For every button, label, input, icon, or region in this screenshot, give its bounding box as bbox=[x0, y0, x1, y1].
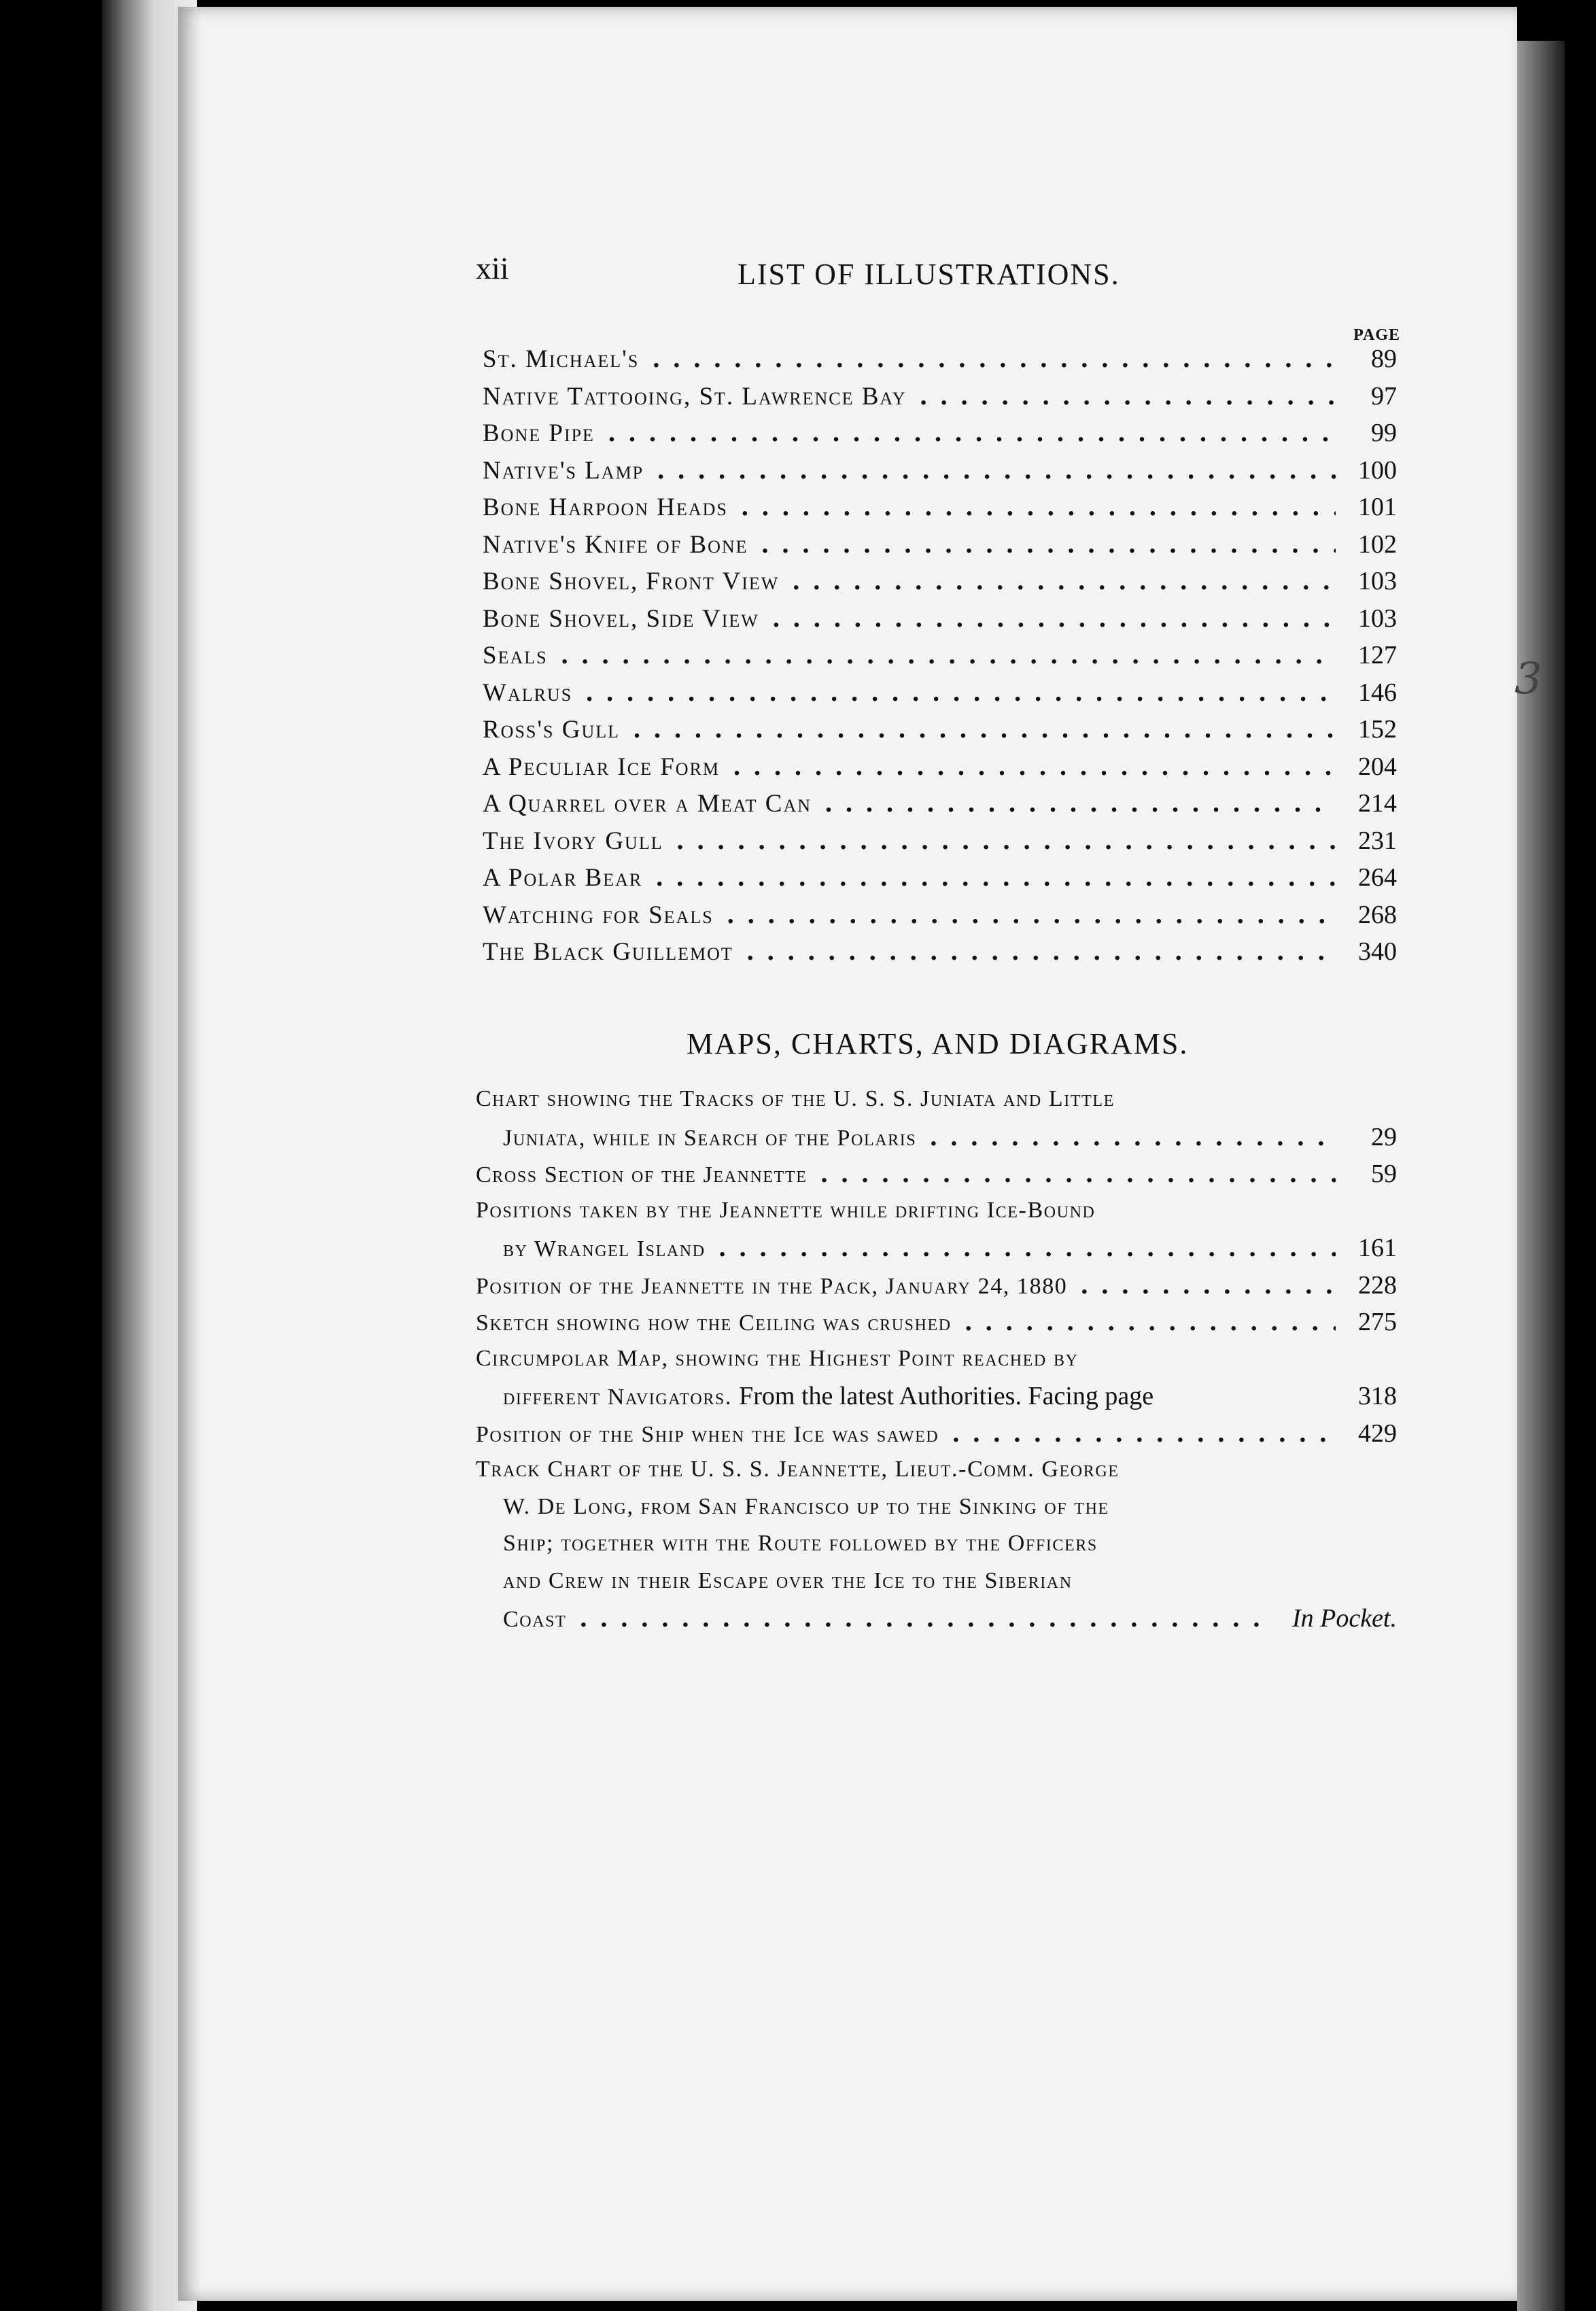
dot-leader bbox=[627, 710, 1336, 749]
list-item-line bbox=[476, 1340, 1397, 1378]
running-header bbox=[476, 238, 1400, 292]
entry-title: Walrus bbox=[483, 678, 573, 707]
list-item-line bbox=[476, 1192, 1397, 1230]
entry-title: A Peculiar Ice Form bbox=[483, 752, 721, 781]
entry-page: 231 bbox=[1358, 826, 1397, 855]
entry-title: Bone Shovel, Side View bbox=[483, 604, 759, 633]
list-item bbox=[483, 748, 1397, 785]
entry-page: 318 bbox=[1358, 1382, 1397, 1410]
entry-title: Cross Section of the Jeannette bbox=[476, 1162, 808, 1187]
entry-page: 340 bbox=[1358, 937, 1397, 966]
list-item bbox=[483, 488, 1397, 525]
dot-leader bbox=[818, 784, 1336, 823]
illustrations-list bbox=[483, 340, 1397, 970]
entry-title-cont: and Crew in their Escape over the Ice to the Siberian bbox=[503, 1567, 1073, 1593]
list-item bbox=[476, 1266, 1397, 1304]
dot-leader bbox=[946, 1414, 1336, 1454]
entry-title: Ross's Gull bbox=[483, 716, 621, 744]
entry-page: 103 bbox=[1358, 567, 1397, 595]
list-item bbox=[483, 896, 1397, 933]
entry-title: Watching for Seals bbox=[483, 901, 714, 929]
dot-leader bbox=[602, 414, 1336, 453]
list-item bbox=[476, 1155, 1397, 1192]
list-item bbox=[483, 451, 1397, 489]
list-item bbox=[476, 1414, 1397, 1452]
list-item bbox=[483, 340, 1397, 377]
entry-page: 102 bbox=[1358, 529, 1397, 559]
dot-leader bbox=[650, 451, 1336, 490]
dot-leader bbox=[766, 600, 1336, 638]
list-item bbox=[483, 710, 1397, 748]
dot-leader bbox=[1074, 1266, 1336, 1306]
dot-leader bbox=[721, 896, 1336, 935]
entry-page: 101 bbox=[1358, 493, 1397, 521]
list-item bbox=[483, 525, 1397, 563]
entry-title-cont: by Wrangel Island bbox=[503, 1236, 706, 1262]
entry-page: 103 bbox=[1358, 604, 1397, 633]
entry-page: 214 bbox=[1358, 789, 1397, 818]
dot-leader bbox=[712, 1229, 1336, 1268]
list-item bbox=[483, 858, 1397, 896]
entry-title: Bone Pipe bbox=[483, 419, 595, 447]
entry-page: 97 bbox=[1371, 381, 1397, 411]
entry-title: Position of the Ship when the Ice was sawed bbox=[476, 1421, 939, 1447]
page-edge-shadow bbox=[1517, 41, 1565, 2311]
entry-page: 152 bbox=[1358, 715, 1397, 744]
entry-page: 146 bbox=[1358, 678, 1397, 707]
entry-title: Native's Knife of Bone bbox=[483, 530, 748, 559]
dot-leader bbox=[670, 822, 1336, 861]
dot-leader bbox=[740, 933, 1336, 971]
entry-title: St. Michael's bbox=[483, 345, 640, 373]
dot-leader bbox=[646, 340, 1336, 379]
list-item bbox=[483, 933, 1397, 970]
dot-leader bbox=[755, 525, 1336, 564]
list-item-line bbox=[476, 1377, 1397, 1414]
entry-title: Native's Lamp bbox=[483, 456, 644, 485]
entry-page: 100 bbox=[1358, 455, 1397, 485]
dot-leader bbox=[727, 748, 1336, 786]
entry-page: 161 bbox=[1358, 1234, 1397, 1262]
entry-page: 268 bbox=[1358, 900, 1397, 929]
dot-leader bbox=[579, 674, 1336, 712]
list-item-line bbox=[476, 1229, 1397, 1266]
entry-page: In Pocket. bbox=[1291, 1604, 1397, 1633]
dot-leader bbox=[958, 1303, 1336, 1342]
page-column-label: PAGE bbox=[1353, 326, 1400, 344]
page-number: xii bbox=[476, 251, 509, 285]
entry-title-cont: Ship; together with the Route followed by the Officers bbox=[503, 1531, 1098, 1556]
entry-page: 228 bbox=[1358, 1270, 1397, 1300]
dot-leader bbox=[923, 1118, 1336, 1158]
list-item bbox=[483, 674, 1397, 711]
entry-page: 204 bbox=[1358, 752, 1397, 781]
dot-leader bbox=[735, 488, 1336, 527]
entry-note: From the latest Authorities. Facing page bbox=[739, 1382, 1154, 1410]
entry-title: Bone Harpoon Heads bbox=[483, 493, 728, 521]
entry-page: 264 bbox=[1358, 863, 1397, 892]
entry-page: 59 bbox=[1371, 1160, 1397, 1188]
dot-leader bbox=[786, 562, 1336, 601]
list-item bbox=[483, 784, 1397, 822]
list-item bbox=[483, 600, 1397, 637]
list-item-line bbox=[476, 1599, 1397, 1637]
entry-title-cont: Coast bbox=[503, 1607, 567, 1632]
dot-leader bbox=[573, 1599, 1261, 1639]
entry-title: Track Chart of the U. S. S. Jeannette, Lieut.-Comm. George bbox=[476, 1457, 1120, 1482]
list-item-line bbox=[476, 1118, 1397, 1156]
list-item bbox=[476, 1303, 1397, 1340]
list-item bbox=[483, 377, 1397, 415]
dot-leader bbox=[649, 858, 1336, 897]
running-title: LIST OF ILLUSTRATIONS. bbox=[738, 258, 1120, 291]
entry-title: The Ivory Gull bbox=[483, 827, 663, 855]
entry-page: 429 bbox=[1358, 1419, 1397, 1448]
dot-leader bbox=[555, 636, 1336, 675]
list-item bbox=[483, 414, 1397, 451]
entry-title: Bone Shovel, Front View bbox=[483, 568, 780, 595]
entry-title-cont: Juniata, while in Search of the Polaris bbox=[503, 1125, 917, 1151]
entry-page: 275 bbox=[1358, 1308, 1397, 1336]
entry-title: Sketch showing how the Ceiling was crushed bbox=[476, 1310, 952, 1336]
entry-title: Circumpolar Map, showing the Highest Point reached by bbox=[476, 1345, 1079, 1371]
entry-title: Positions taken by the Jeannette while drifting Ice-Bound bbox=[476, 1197, 1096, 1223]
dot-leader bbox=[814, 1155, 1336, 1194]
entry-page: 29 bbox=[1371, 1122, 1397, 1151]
section-heading: MAPS, CHARTS, AND DIAGRAMS. bbox=[687, 1027, 1189, 1060]
entry-title: Native Tattooing, St. Lawrence Bay bbox=[483, 382, 907, 411]
list-item bbox=[483, 562, 1397, 600]
entry-title: The Black Guillemot bbox=[483, 938, 733, 966]
maps-list bbox=[476, 1081, 1397, 1637]
list-item-line bbox=[476, 1489, 1397, 1526]
entry-page: 99 bbox=[1371, 419, 1397, 447]
list-item-line bbox=[476, 1451, 1397, 1489]
list-item-line bbox=[476, 1525, 1397, 1563]
entry-title: Seals bbox=[483, 642, 548, 670]
entry-title: Position of the Jeannette in the Pack, January 24, 1880 bbox=[476, 1273, 1068, 1299]
dot-leader bbox=[914, 377, 1336, 416]
margin-pencil-mark: 3 bbox=[1514, 654, 1542, 704]
entry-title: Chart showing the Tracks of the U. S. S. Juniata and Little bbox=[476, 1086, 1115, 1111]
entry-page: 89 bbox=[1371, 345, 1397, 373]
entry-title: A Polar Bear bbox=[483, 864, 643, 892]
entry-title: A Quarrel over a Meat Can bbox=[483, 790, 812, 818]
entry-title-cont: W. De Long, from San Francisco up to the Sinking of the bbox=[503, 1493, 1109, 1519]
list-item-line bbox=[476, 1563, 1397, 1600]
list-item-line bbox=[476, 1081, 1397, 1118]
entry-page: 127 bbox=[1358, 641, 1397, 670]
list-item bbox=[483, 636, 1397, 674]
list-item bbox=[483, 822, 1397, 859]
entry-title-cont: different Navigators. bbox=[503, 1385, 732, 1410]
